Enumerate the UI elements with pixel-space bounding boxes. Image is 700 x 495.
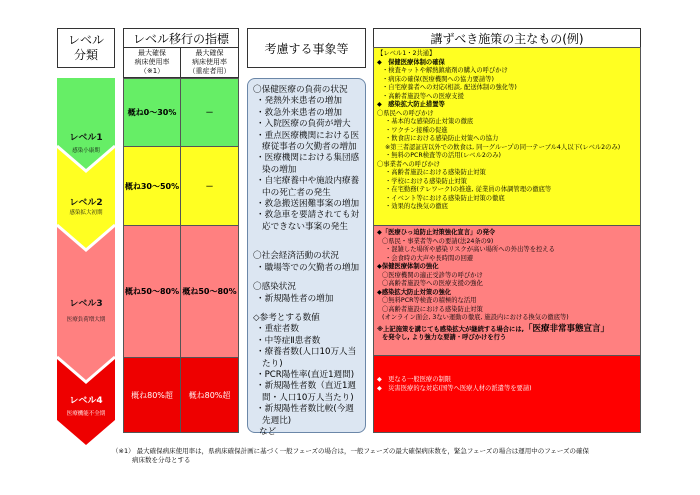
measure-item: 〇医療機関の適正受診等の呼びかけ: [382, 271, 483, 279]
level1-phase: 感染小康期: [72, 148, 100, 154]
measure-item: ・学校における感染防止対策: [385, 177, 467, 185]
measure-item: ◆ 保健医療体制の確保: [377, 58, 445, 66]
measure-item: ・自宅療養者への対応(相談, 配送体制の強化等): [382, 84, 517, 91]
measure-item: ◆ 災害医療的な対応(国等へ医療人材の派遣等を要請): [377, 384, 532, 392]
measure-item: 〇県民・事業者等への要請(法24条の9): [382, 237, 494, 245]
group-title: 〇社会経済活動の状況: [253, 251, 339, 262]
measure-item: ・イベント等における感染防止対策の徹底: [385, 194, 505, 202]
footnote-line1: （※1） 最大確保病床使用率は，県病床確保計画に基づく一般フェーズの場合は，一般フェーズの最大確保病床数を，緊急フェーズの場合は運用中のフェーズの確保: [112, 447, 590, 455]
measures-level4: [373, 355, 641, 433]
level1-name: レベル1: [69, 133, 103, 143]
level1-rate: 概ね0～30%: [123, 78, 181, 147]
indicator-col2-header: [180, 47, 239, 78]
measure-item: ・在宅勤務(テレワーク)の推進, 従業員の体調管理の徹底等: [385, 186, 552, 193]
group-title: 〇感染状況: [253, 282, 296, 293]
measure-item: 〇高齢者施設等への医療支援の強化: [382, 280, 483, 287]
level2-name: レベル2: [69, 198, 103, 208]
level3-phase: 医療負荷増大期: [66, 317, 106, 323]
measure-item: ・ワクチン接種の促進: [385, 126, 448, 134]
measure-item: 〇事業者への呼びかけ: [377, 160, 440, 168]
consideration-group: [253, 282, 362, 305]
indicator-header: レベル移行の指標: [123, 28, 239, 48]
measure-item: ・効果的な換気の徹底: [385, 203, 448, 210]
col2-line: 最大確保: [195, 49, 224, 57]
level4-rate-severe: 概ね80%超: [180, 357, 239, 433]
level2-phase: 感染拡大初期: [69, 210, 103, 216]
col2-line: （重症者用）: [188, 67, 231, 75]
level4-label: [57, 393, 115, 417]
col1-line: 病床使用率: [134, 58, 170, 66]
consideration-item: ・新規陽性者数（直近1週間・人口10万人当たり): [256, 381, 356, 403]
consideration-item: ・新規陽性者数比較(今週先週比): [256, 404, 354, 426]
consideration-item: ・自宅療養中や施設内療養中の死亡者の発生: [256, 176, 360, 198]
consideration-item: ・救急車を要請されても対応できない事案の発生: [256, 210, 360, 232]
considerations-box: [247, 78, 366, 437]
measure-item: ・飲食店における感染防止対策への協力: [385, 135, 499, 142]
level2-rate: 概ね30～50%: [123, 146, 181, 226]
consideration-item: ・発熱外来患者の増加: [256, 96, 342, 107]
measures-level3: [373, 225, 641, 356]
measures-level1-2: [373, 47, 641, 226]
col1-line: 最大確保: [138, 49, 166, 57]
level-header: [57, 28, 115, 68]
measure-item: ・基本的な感染防止対策の徹底: [385, 118, 474, 125]
measure-item: 〇無料PCR等検査の積極的な活用: [382, 297, 477, 304]
note-emphasis: 「医療非常事態宣言」: [524, 323, 610, 334]
measure-item: ※第三者認証店以外での飲食は, 同一グループの同一テーブル4人以下(レベル2のみ): [385, 143, 621, 151]
consideration-item: ・新規陽性者の増加: [256, 293, 334, 304]
col2-line: 病床使用率: [192, 58, 227, 66]
footnote: [112, 447, 692, 465]
measure-item: ◆「医療ひっ迫防止対策強化宣言」の発令: [377, 229, 496, 236]
consideration-group: [253, 85, 362, 233]
level3-label: [57, 296, 115, 323]
consideration-item: ・救急搬送困難事案の増加: [256, 199, 360, 210]
considerations-header: 考慮する事象等: [247, 28, 366, 68]
group-title: 〇保健医療の負荷の状況: [253, 85, 348, 95]
measure-item: 〇高齢者施設における感染防止対策: [382, 305, 483, 313]
level3-name: レベル3: [69, 299, 103, 309]
consideration-item: ・職場等での欠勤者の増加: [256, 262, 360, 273]
footnote-line2: 病床数を分母とする: [132, 456, 191, 464]
level1-label: [57, 130, 115, 154]
measure-item: 【レベル1・2共通】: [377, 50, 436, 57]
level1-rate-severe: －: [180, 78, 239, 147]
consideration-item: ・救急外来患者の増加: [256, 107, 342, 118]
measure-item: ・混雑した場所や感染リスクが高い場所への外出等を控える: [385, 246, 555, 253]
note-post: を発令し, より強力な要請・呼びかけを行う: [382, 334, 507, 341]
measure-item: ◆保健医療体制の強化: [377, 263, 439, 270]
measure-item: ◆ 感染拡大防止措置等: [377, 101, 445, 108]
consideration-item: ・療養者数(人口10万人当たり): [256, 347, 357, 369]
level4-name: レベル4: [69, 396, 103, 406]
level3-rate: 概ね50～80%: [123, 225, 181, 358]
measure-item: ・無料のPCR検査等の活用(レベル2のみ): [385, 152, 501, 159]
measure-item: (オンライン面会, 3ない運動の徹底, 施設内における換気の徹底等): [382, 314, 569, 321]
group-title: ◇参考とする数値: [253, 312, 320, 323]
consideration-group: [253, 251, 362, 274]
emergency-note: [377, 325, 637, 343]
consideration-item: ・PCR陽性率(直近1週間): [256, 369, 355, 380]
measure-item: ◆感染拡大防止対策の強化: [377, 288, 452, 296]
measure-item: ・高齢者施設等への医療支援: [382, 92, 464, 100]
level4-rate: 概ね80%超: [123, 357, 181, 433]
measure-item: ・検査キットや解熱鎮痛剤の購入の呼びかけ: [382, 67, 508, 74]
measure-item: ・病床の確保(医療機関への協力要請等): [382, 75, 494, 83]
consideration-tail: など: [259, 426, 277, 437]
consideration-group: [253, 313, 362, 438]
level3-rate-severe: 概ね50～80%: [180, 225, 239, 358]
consideration-item: ・重点医療機関における医療従事者の欠勤者の増加: [256, 130, 360, 153]
note-pre: ※上記施策を講じても感染拡大が継続する場合には,: [377, 325, 525, 333]
level2-label: [57, 195, 115, 216]
indicator-col1-header: [123, 47, 181, 78]
level-header-text: レベル分類: [67, 33, 104, 62]
measure-item: ・高齢者施設における感染防止対策: [385, 169, 486, 176]
consideration-item: ・入院医療の負荷が増大: [256, 119, 351, 130]
col1-line: （※1）: [139, 67, 165, 75]
measure-item: ◆ 更なる一般医療の制限: [377, 376, 452, 383]
consideration-item: ・医療機関における集団感染の増加: [256, 153, 360, 175]
consideration-item: ・重症者数: [256, 324, 299, 335]
measures-header: 講ずべき施策の主なもの(例): [373, 28, 641, 48]
level4-phase: 医療機能不全期: [66, 411, 106, 417]
pink-list: [377, 229, 637, 323]
measure-item: 〇県民への呼びかけ: [377, 109, 434, 117]
measure-item: ・会食時の大声や長時間の回避: [385, 254, 474, 262]
consideration-item: ・中等症Ⅱ患者数: [256, 335, 321, 346]
level2-rate-severe: －: [180, 146, 239, 226]
